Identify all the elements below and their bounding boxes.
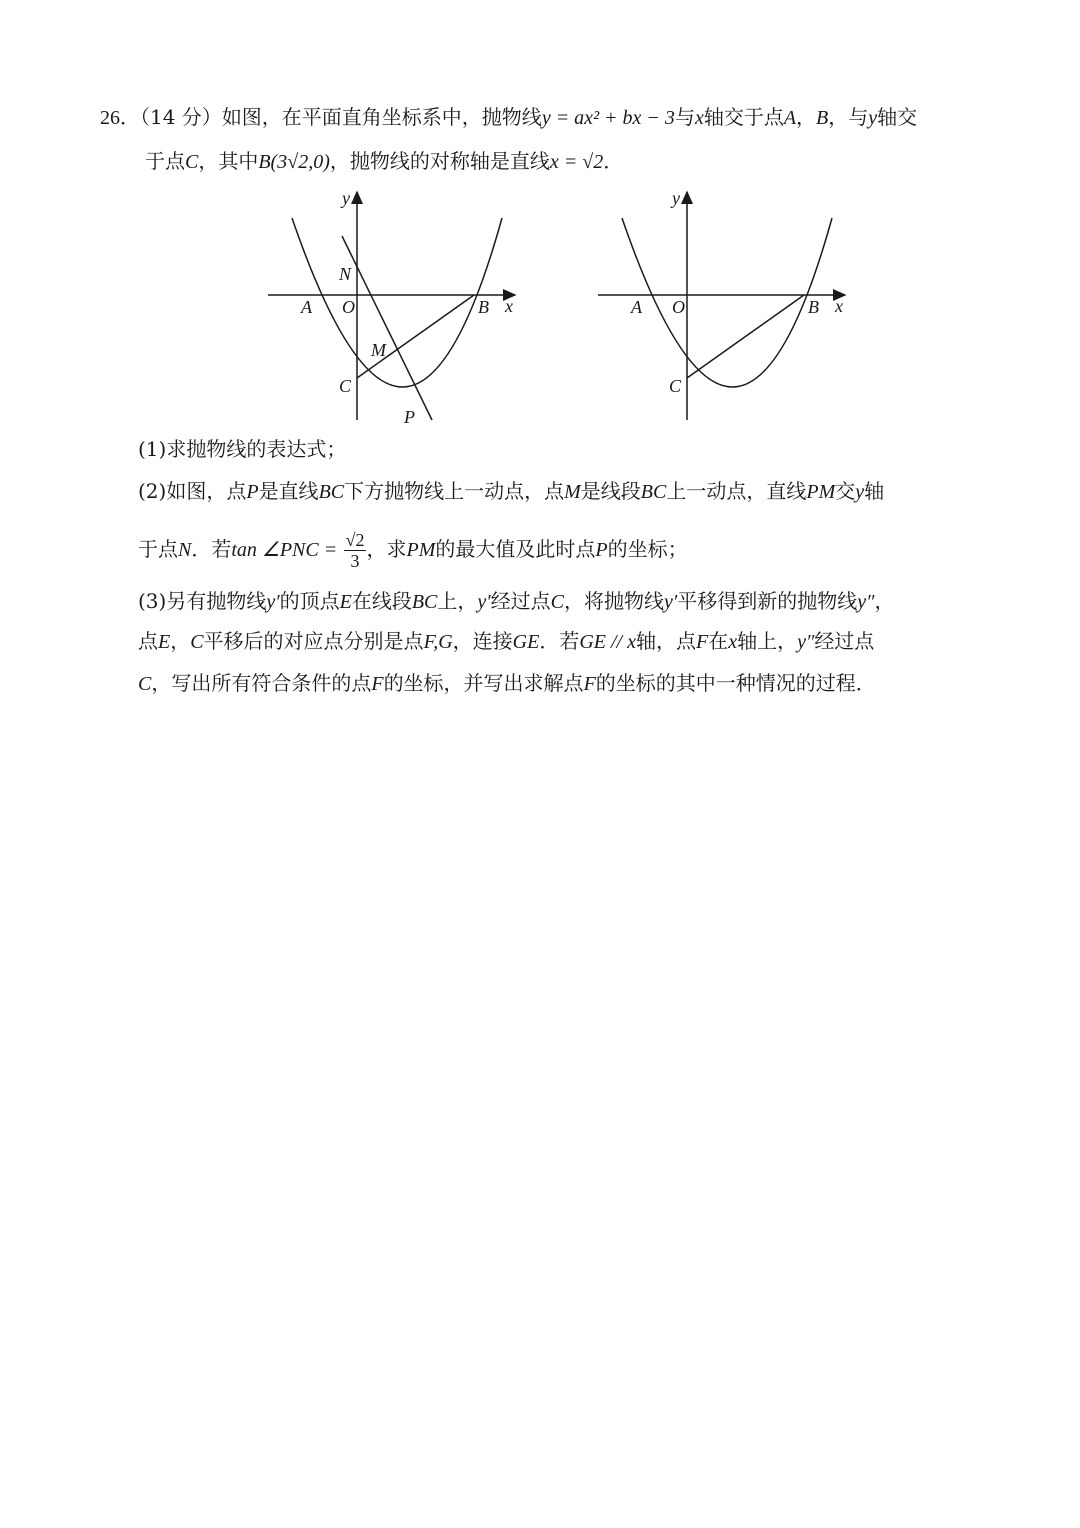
b-coordinate: B(3√2,0) (258, 151, 330, 173)
text: 轴上， (737, 629, 798, 653)
text: 平移后的对应点分别是点 (203, 629, 424, 653)
var: PM (806, 481, 836, 503)
var: C (550, 591, 564, 613)
part-3-line-3 (138, 669, 876, 698)
text: 在线段 (351, 589, 412, 613)
text: 交 (835, 479, 856, 503)
figure-right (590, 180, 860, 430)
var: y′ (477, 591, 491, 613)
intro-text: 与 (674, 105, 695, 129)
text: 点 (138, 629, 158, 653)
text: 于点 (138, 537, 178, 561)
intro-text: ，其中 (198, 149, 259, 173)
var: F (695, 631, 709, 653)
intro-text: 于点 (145, 149, 185, 173)
text: ．若 (191, 537, 232, 561)
x-variable: x (694, 107, 704, 129)
var: F (583, 673, 596, 695)
line-bc (357, 295, 474, 378)
text: ，写出所有符合条件的点 (151, 671, 372, 695)
y-axis-label: y (342, 188, 350, 208)
text: 上一动点，直线 (666, 479, 807, 503)
label-n: N (339, 264, 352, 284)
text: ， (874, 589, 895, 613)
text: 经过点 (814, 629, 875, 653)
intro-text: ，与 (828, 105, 869, 129)
figure-left (260, 180, 530, 430)
parabola-equation: y = ax² + bx − 3 (541, 107, 675, 129)
var: BC (640, 481, 667, 503)
var: E (339, 591, 352, 613)
var: M (564, 481, 581, 503)
var: GE // x (579, 631, 636, 653)
var: E (158, 631, 171, 653)
var: BC (318, 481, 345, 503)
axis-equation: x = √2 (549, 151, 604, 173)
tan-expression: tan ∠PNC = (231, 539, 338, 561)
var: x (728, 631, 738, 653)
problem-number: 26． (100, 107, 140, 129)
var: y (855, 481, 865, 503)
var: N (178, 539, 192, 561)
label-c: C (339, 376, 352, 396)
var: F,G (423, 631, 453, 653)
part-1 (138, 435, 346, 463)
var: y″ (797, 631, 815, 653)
line-bc (687, 295, 804, 378)
var: PM (406, 539, 436, 561)
var: BC (411, 591, 438, 613)
x-axis-label: x (835, 296, 843, 316)
var: y′ (664, 591, 678, 613)
text: (2)如图，点 (138, 479, 247, 503)
parabola (292, 218, 502, 387)
part-3-line-1 (138, 587, 894, 616)
y-variable: y (868, 107, 878, 129)
part-1-text: (1)求抛物线的表达式； (138, 437, 347, 461)
label-o: O (672, 297, 685, 317)
part-2-line-2 (138, 530, 688, 571)
text: 的最大值及此时点 (435, 537, 596, 561)
period: ． (603, 149, 624, 173)
label-m: M (371, 340, 386, 360)
text: 轴 (864, 479, 885, 503)
var: C (190, 631, 204, 653)
intro-text: 轴交 (877, 105, 918, 129)
point-a-label: A (783, 107, 797, 129)
var: P (595, 539, 608, 561)
problem-score: （14 分） (140, 105, 222, 129)
text: (3)另有抛物线 (138, 589, 267, 613)
text: 平移得到新的抛物线 (677, 589, 858, 613)
var: y″ (857, 591, 875, 613)
intro-text: 如图，在平面直角坐标系中，抛物线 (221, 105, 542, 129)
text: 的坐标，并写出求解点 (383, 671, 584, 695)
label-b: B (478, 297, 489, 317)
text: 的坐标； (607, 537, 688, 561)
parabola (622, 218, 832, 387)
intro-text: 轴交于点 (703, 105, 784, 129)
label-a: A (301, 297, 312, 317)
text: ，将抛物线 (564, 589, 664, 613)
part-2-line-1 (138, 477, 884, 506)
y-axis-label: y (672, 188, 680, 208)
x-axis-label: x (505, 296, 513, 316)
text: ，求 (366, 537, 407, 561)
text: 的坐标的其中一种情况的过程． (595, 671, 876, 695)
fraction (344, 530, 367, 571)
text: 是线段 (580, 479, 641, 503)
problem-line-2 (145, 147, 623, 176)
text: 下方抛物线上一动点，点 (344, 479, 565, 503)
point-b-label: B (816, 107, 829, 129)
var: P (246, 481, 259, 503)
intro-text: ，抛物线的对称轴是直线 (329, 149, 550, 173)
label-a: A (631, 297, 642, 317)
text: 是直线 (258, 479, 319, 503)
var: GE (512, 631, 540, 653)
text: 在 (708, 629, 729, 653)
text: ．若 (539, 629, 580, 653)
fraction-denominator: 3 (350, 551, 360, 571)
part-3-line-2 (138, 627, 874, 656)
label-o: O (342, 297, 355, 317)
label-p: P (404, 407, 415, 427)
text: 的顶点 (279, 589, 340, 613)
var: y′ (266, 591, 280, 613)
fraction-numerator: √2 (345, 530, 365, 550)
text: 轴，点 (635, 629, 696, 653)
var: C (138, 673, 152, 695)
var: F (371, 673, 384, 695)
problem-line-1 (100, 103, 917, 132)
text: 上， (437, 589, 478, 613)
text: ， (170, 629, 191, 653)
text: 经过点 (490, 589, 551, 613)
label-b: B (808, 297, 819, 317)
text: ，连接 (452, 629, 513, 653)
label-c: C (669, 376, 682, 396)
point-c-label: C (185, 151, 199, 173)
line-pn (342, 236, 432, 420)
comma: ， (796, 105, 817, 129)
